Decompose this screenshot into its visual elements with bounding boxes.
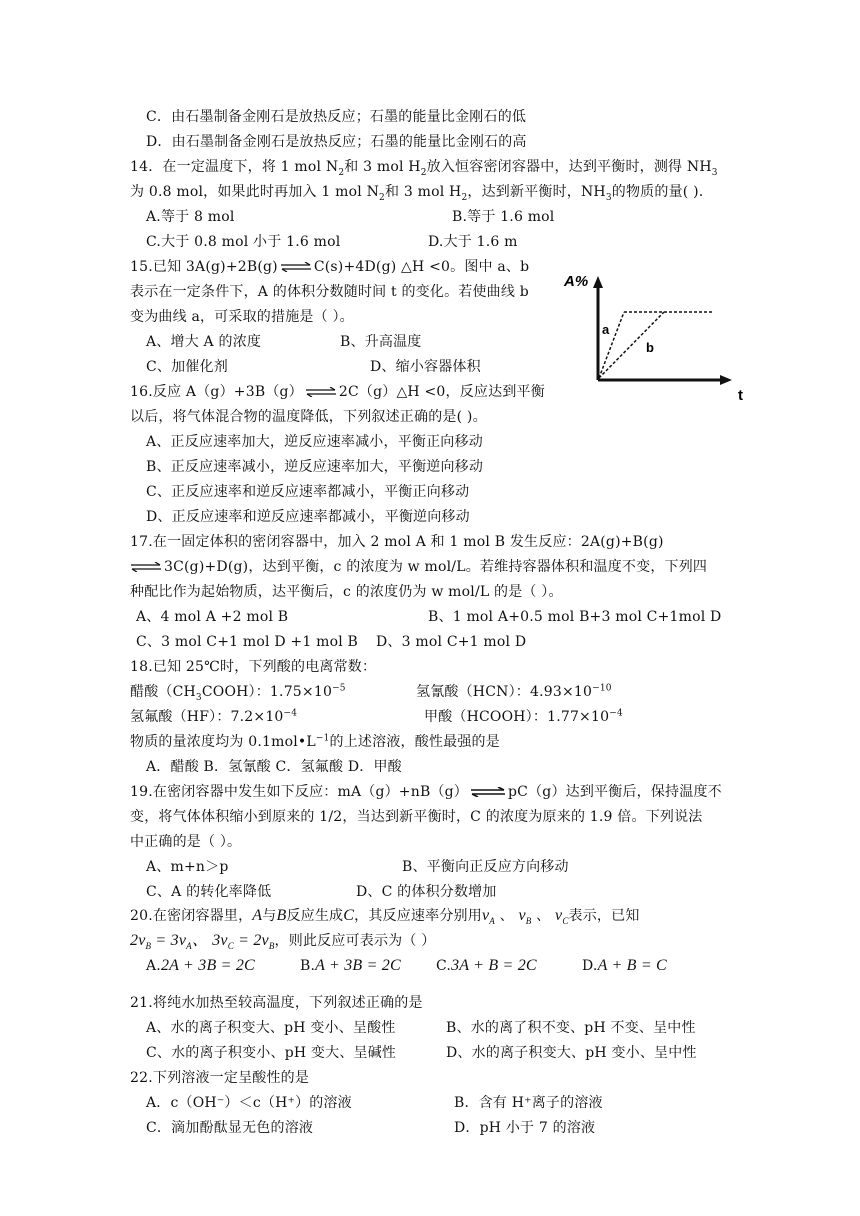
q20-stem-line1: 20.在密闭容器里，A与B反应生成C，其反应速率分别用$v_A$ 、 $v_B$ 、 $v_C$表示，已知 bbox=[130, 907, 640, 926]
q20-option-a: A.2A + 3B = 2C bbox=[146, 957, 255, 974]
q15-stem-line1: 15.已知 3A(g)+2B(g) C(s)+4D(g) △H <0。图中 a、b bbox=[130, 259, 530, 275]
q16-option-a: A、正反应速率加大，逆反应速率减小，平衡正向移动 bbox=[146, 434, 483, 450]
q21-option-c: C、水的离子积变小、pH 变大、呈碱性 bbox=[146, 1045, 397, 1061]
curve-b-label: b bbox=[646, 340, 654, 355]
q17-option-d: D、3 mol C+1 mol D bbox=[376, 634, 527, 650]
graph-x-arrow-icon bbox=[720, 375, 732, 385]
q18-hcn-constant: 氢氰酸（HCN）：$4.93\times 10^{-10}$ bbox=[416, 683, 612, 700]
q19-stem-line1: 19.在密闭容器中发生如下反应：mA（g）+nB（g） pC（g）达到平衡后，保持温度不 bbox=[130, 784, 722, 800]
q18-stem-line1: 18.已知 25℃时，下列酸的电离常数： bbox=[130, 659, 377, 675]
q16-option-b: B、正反应速率减小，逆反应速率加大，平衡逆向移动 bbox=[146, 459, 484, 475]
q21-stem: 21.将纯水加热至较高温度，下列叙述正确的是 bbox=[130, 995, 423, 1011]
q14-option-d: D.大于 1.6 m bbox=[428, 234, 518, 250]
q17-option-c: C、3 mol C+1 mol D +1 mol B bbox=[136, 634, 359, 650]
q19-option-b: B、平衡向正反应方向移动 bbox=[402, 859, 569, 875]
q20-option-b: B.A + 3B = 2C bbox=[300, 957, 401, 974]
q20-option-d: D.A + B = C bbox=[582, 957, 667, 974]
q16-option-c: C、正反应速率和逆反应速率都减小，平衡正向移动 bbox=[146, 484, 470, 500]
q22-option-b: B．含有 H⁺离子的溶液 bbox=[454, 1095, 603, 1111]
q22-option-c: C．滴加酚酞显无色的溶液 bbox=[146, 1120, 314, 1136]
q14-option-c: C.大于 0.8 mol 小于 1.6 mol bbox=[146, 234, 341, 250]
q14-stem-line2: 为 0.8 mol，如果此时再加入 1 mol $N_2$和 3 mol $H_2$，达到新平衡时，$NH_3$的物质的量( ). bbox=[130, 184, 704, 203]
q18-options: A．醋酸 B．氢氰酸 C．氢氟酸 D．甲酸 bbox=[146, 759, 402, 775]
q14-option-a: A.等于 8 mol bbox=[146, 209, 235, 225]
q15-stem-line2: 表示在一定条件下，A 的体积分数随时间 t 的变化。若使曲线 b bbox=[130, 284, 529, 300]
q17-stem-line2: 3C(g)+D(g)，达到平衡，c 的浓度为 w mol/L。若维持容器体积和温度不变，下列四 bbox=[130, 558, 707, 576]
q22-stem: 22.下列溶液一定呈酸性的是 bbox=[130, 1070, 310, 1086]
equilibrium-arrow-icon bbox=[130, 562, 162, 572]
q17-stem-line3: 种配比作为起始物质，达平衡后，c 的浓度仍为 w mol/L 的是（ ）。 bbox=[130, 584, 563, 600]
q21-option-b: B、水的离了积不变、pH 不变、呈中性 bbox=[446, 1020, 696, 1036]
q17-option-b: B、1 mol A+0.5 mol B+3 mol C+1mol D bbox=[428, 609, 722, 625]
q15-option-b: B、升高温度 bbox=[340, 334, 422, 350]
q15-option-d: D、缩小容器体积 bbox=[370, 359, 481, 375]
q14-option-b: B.等于 1.6 mol bbox=[452, 209, 555, 225]
q18-hcooh-constant: 甲酸（HCOOH）：$1.77\times 10^{-4}$ bbox=[424, 708, 623, 725]
q20-stem-line2: $2v_B = 3v_A$、 $3v_C = 2v_B$，则此反应可表示为（ ） bbox=[130, 932, 436, 951]
q14-stem-line1: 14．在一定温度下，将 1 mol $N_2$和 3 mol $H_2$放入恒容密闭容器中，达到平衡时，测得 $NH_3$ bbox=[130, 159, 718, 178]
equilibrium-arrow-icon bbox=[280, 262, 312, 272]
q15-stem-line3: 变为曲线 a，可采取的措施是（ ）。 bbox=[130, 309, 354, 325]
q19-stem-line2: 变，将气体体积缩小到原来的 1/2，当达到新平衡时，C 的浓度为原来的 1.9 倍。下列说法 bbox=[130, 809, 703, 825]
q22-option-a: A．c（OH⁻）＜c（H⁺）的溶液 bbox=[146, 1095, 352, 1111]
q18-hf-constant: 氢氟酸（HF）：$7.2\times 10^{-4}$ bbox=[130, 708, 298, 725]
q17-option-a: A、4 mol A +2 mol B bbox=[136, 609, 289, 625]
q16-stem-line1: 16.反应 A（g）+3B（g） 2C（g）△H <0，反应达到平衡 bbox=[130, 384, 545, 400]
q21-option-a: A、水的离子积变大、pH 变小、呈酸性 bbox=[146, 1020, 396, 1036]
q16-option-d: D、正反应速率和逆反应速率都减小，平衡逆向移动 bbox=[146, 509, 470, 525]
q21-option-d: D、水的离子积变大、pH 变小、呈中性 bbox=[446, 1045, 697, 1061]
q20-option-c: C.3A + B = 2C bbox=[436, 957, 537, 974]
q18-stem-line2: 物质的量浓度均为 $0.1mol•L^{-1}$的上述溶液，酸性最强的是 bbox=[130, 733, 500, 750]
q15-option-c: C、加催化剂 bbox=[146, 359, 228, 375]
q22-option-d: D．pH 小于 7 的溶液 bbox=[454, 1120, 596, 1136]
graph-y-arrow-icon bbox=[593, 276, 603, 288]
q13-option-c: C．由石墨制备金刚石是放热反应；石墨的能量比金刚石的低 bbox=[146, 109, 527, 125]
graph-x-label: t bbox=[738, 387, 743, 404]
graph-y-label: A% bbox=[564, 273, 589, 290]
equilibrium-arrow-icon bbox=[305, 387, 337, 397]
q18-acetic-constant: 醋酸$(CH_3COOH)$：$1.75\times 10^{-5}$ bbox=[130, 683, 346, 703]
q13-option-d: D．由石墨制备金刚石是放热反应；石墨的能量比金刚石的高 bbox=[146, 134, 527, 150]
q19-option-c: C、A 的转化率降低 bbox=[146, 884, 272, 900]
equilibrium-arrow-icon bbox=[470, 787, 506, 797]
q16-stem-line2: 以后，将气体混合物的温度降低，下列叙述正确的是( )。 bbox=[130, 409, 487, 425]
volume-fraction-graph bbox=[560, 268, 760, 408]
q15-option-a: A、增大 A 的浓度 bbox=[146, 334, 262, 350]
curve-a-label: a bbox=[602, 322, 610, 337]
q19-option-d: D、C 的体积分数增加 bbox=[356, 884, 497, 900]
q19-option-a: A、m+n＞p bbox=[146, 859, 229, 875]
q19-stem-line3: 中正确的是（ ）。 bbox=[130, 834, 242, 850]
q17-stem-line1: 17.在一固定体积的密闭容器中，加入 2 mol A 和 1 mol B 发生反应：2A(g)+B(g) bbox=[130, 534, 664, 550]
